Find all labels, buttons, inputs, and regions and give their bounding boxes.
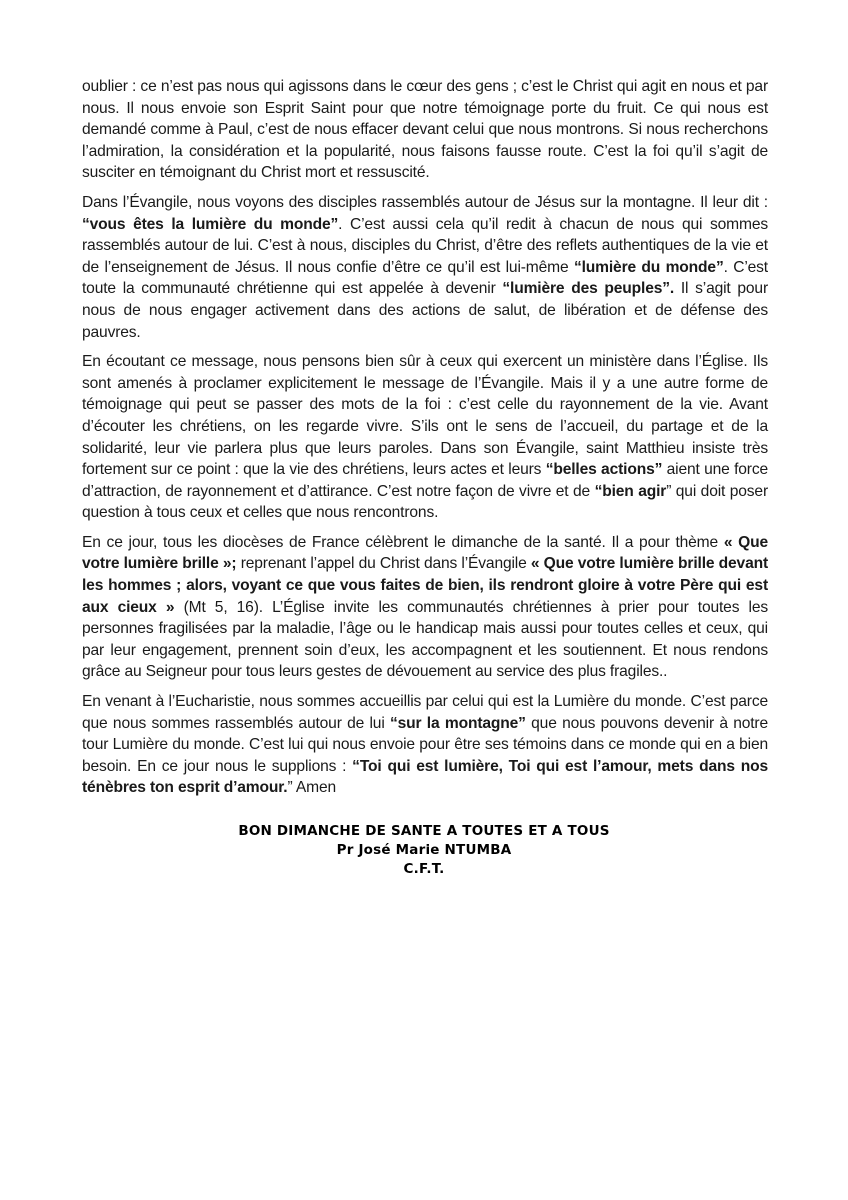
body-text: (Mt 5, 16). L’Église invite les communautés chrétiennes à prier pour toutes les personnes fragilisées par la maladie, l’âge ou le handicap mais aussi pour toutes celles et ceux, qui par leur engagement, prennent soin d’eux, les accompagnent et les soutiennent. Et nous rendons grâce au Seigneur pour tous leurs gestes de dévouement au service des plus fragiles.. bbox=[82, 598, 768, 681]
body-text: que nous pouvons devenir à notre tour Lumière du monde. C’est lui qui nous envoie pour être ses témoins dans ce monde qui en a bien besoin. En ce jour nous le supplions : bbox=[82, 714, 768, 775]
emphasis-text: « Que votre lumière brille devant les hommes ; alors, voyant ce que vous faites de bien, ils rendront gloire à votre Père qui est aux cieux » bbox=[82, 555, 769, 616]
body-text: ” Amen bbox=[287, 779, 337, 797]
body-text: En écoutant ce message, nous pensons bien sûr à ceux qui exercent un ministère dans l’Église. Ils sont amenés à proclamer explicitement le message de l’Évangile. Mais il y a une autre forme de témoignage qui peut se passer des mots de la foi : c’est celle du rayonnement de la vie. Avant d’écouter les chrétiens, on les regarde vivre. S’ils ont le sens de l’accueil, du partage et de la solidarité, leur vie parlera plus que leurs paroles. Dans son Évangile, saint Matthieu insiste très fortement sur ce point : que la vie des chrétiens, leurs actes et leurs bbox=[82, 353, 768, 479]
emphasis-text: “lumière du monde” bbox=[573, 258, 724, 276]
body-text: Il s’agit pour nous de nous engager activement dans des actions de salut, de libération et de défense des pauvres. bbox=[82, 280, 768, 341]
closing-greeting: BON DIMANCHE DE SANTE A TOUTES ET A TOUS bbox=[238, 823, 610, 839]
emphasis-text: “sur la montagne” bbox=[389, 714, 526, 732]
paragraph bbox=[82, 691, 768, 799]
body-text: En ce jour, tous les diocèses de France célèbrent le dimanche de la santé. Il a pour thème bbox=[82, 533, 724, 551]
body-text: En venant à l’Eucharistie, nous sommes accueillis par celui qui est la Lumière du monde. C’est parce que nous sommes rassemblés autour de lui bbox=[82, 693, 768, 732]
body-text: Dans l’Évangile, nous voyons des disciples rassemblés autour de Jésus sur la montagne. Il leur dit : bbox=[82, 193, 768, 211]
paragraph bbox=[82, 192, 768, 343]
body-text: . C’est aussi cela qu’il redit à chacun de nous qui sommes rassemblés autour de lui. C’est à nous, disciples du Christ, d’être des reflets authentiques de la vie et de l’enseignement de Jésus. Il nous confie d’être ce qu’il est lui-même bbox=[82, 215, 768, 276]
emphasis-text: “belles actions” bbox=[545, 461, 663, 479]
signature-block bbox=[0, 822, 848, 879]
document-body bbox=[82, 76, 768, 807]
body-text: oublier : ce n’est pas nous qui agissons dans le cœur des gens ; c’est le Christ qui agit en nous et par nous. Il nous envoie son Esprit Saint pour que notre témoignage porte du fruit. Ce qui nous est demandé comme à Paul, c’est de nous effacer devant celui que nous montrons. Si nous recherchons l’admiration, la considération et la popularité, nous faisons fausse route. C’est la foi qu’il s’agit de susciter en témoignant du Christ mort et ressuscité. bbox=[82, 78, 768, 182]
emphasis-text: “lumière des peuples”. bbox=[502, 280, 675, 298]
author-name: Pr José Marie NTUMBA bbox=[336, 842, 512, 858]
author-initials: C.F.T. bbox=[403, 861, 445, 877]
paragraph bbox=[82, 76, 768, 184]
paragraph bbox=[82, 532, 768, 683]
emphasis-text: “bien agir bbox=[594, 482, 667, 500]
emphasis-text: « Que votre lumière brille »; bbox=[82, 533, 768, 573]
emphasis-text: “vous êtes la lumière du monde” bbox=[82, 215, 339, 233]
body-text: ” qui doit poser question à tous ceux et celles que nous rencontrons. bbox=[82, 482, 768, 522]
body-text: reprenant l’appel du Christ dans l’Évangile bbox=[236, 555, 531, 573]
body-text: . C’est toute la communauté chrétienne qui est appelée à devenir bbox=[82, 258, 768, 298]
body-text: aient une force d’attraction, de rayonnement et d’attirance. C’est notre façon de vivre et de bbox=[82, 461, 768, 500]
emphasis-text: “Toi qui est lumière, Toi qui est l’amour, mets dans nos ténèbres ton esprit d’amour. bbox=[82, 757, 768, 797]
paragraph bbox=[82, 351, 768, 524]
